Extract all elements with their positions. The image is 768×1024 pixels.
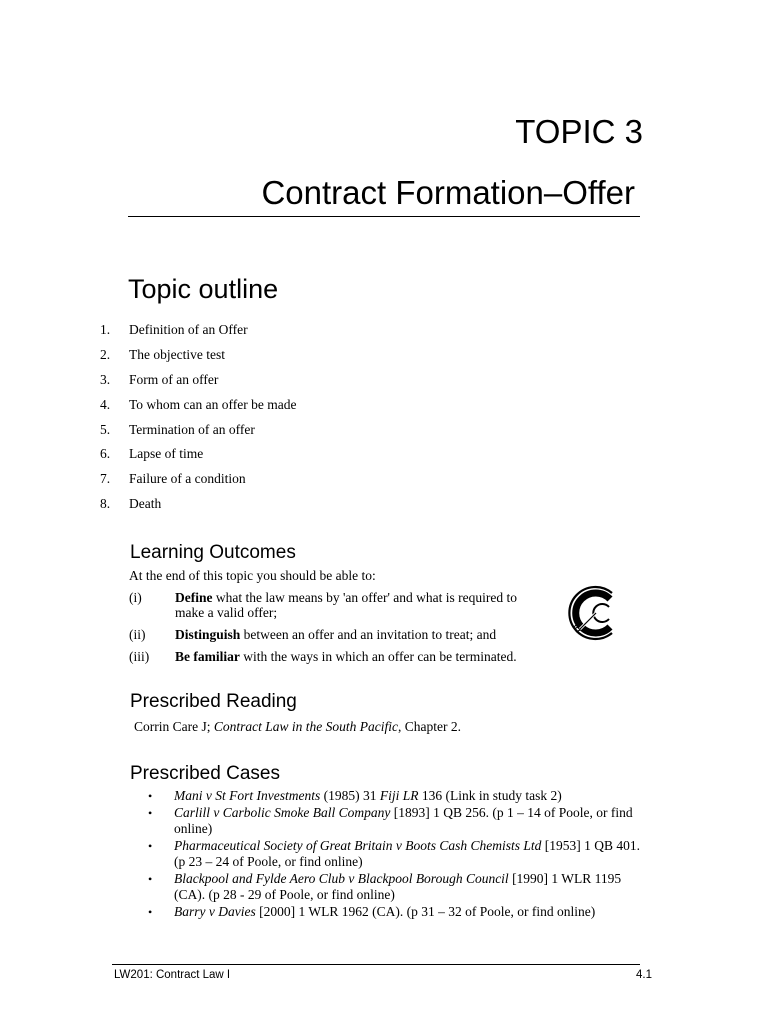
learning-outcome-number: (iii) (129, 649, 150, 664)
outline-item (100, 395, 600, 420)
case-name: Pharmaceutical Society of Great Britain v Boots Cash Chemists Ltd (174, 838, 542, 853)
outline-item-text: Form of an offer (129, 371, 219, 387)
case-item (148, 871, 648, 903)
prescribed-cases-list (148, 788, 648, 921)
prescribed-reading-text (134, 718, 461, 735)
outline-item-text: Lapse of time (129, 446, 204, 462)
title-divider (128, 216, 640, 217)
learning-outcome-text (175, 590, 549, 620)
learning-outcome-text (175, 649, 549, 664)
page-title: Contract Formation–Offer (261, 174, 635, 211)
reading-author: Corrin Care J; (134, 719, 214, 734)
learning-outcomes-heading: Learning Outcomes (130, 542, 296, 563)
learning-outcome-text (175, 627, 549, 642)
learning-outcome-verb: Be familiar (175, 649, 240, 664)
outline-item (100, 420, 600, 445)
target-icon (562, 583, 614, 643)
case-name: Fiji LR (379, 788, 419, 803)
reading-book-title: Contract Law in the South Pacific (213, 719, 398, 734)
case-citation (174, 904, 648, 920)
bullet-icon: • (148, 806, 153, 820)
outline-item-text: To whom can an offer be made (129, 396, 297, 412)
learning-outcome-description: between an offer and an invitation to treat; and (240, 627, 497, 642)
case-citation (174, 788, 648, 804)
outline-item-text: The objective test (129, 346, 225, 362)
outline-item-text: Termination of an offer (129, 421, 255, 437)
footer-page-number: 4.1 (636, 969, 652, 981)
outline-item-text: Death (129, 496, 162, 512)
outline-item-number: 8. (100, 496, 111, 512)
case-reference: 136 (Link in study task 2) (418, 788, 562, 803)
outline-item-number: 5. (100, 421, 111, 437)
outline-item-text: Definition of an Offer (129, 322, 248, 337)
case-reference: [1893] 1 QB 256. (p 1 – 14 of Poole, or find online) (174, 805, 633, 836)
case-name: Barry v Davies (174, 904, 256, 919)
outline-item (100, 345, 600, 370)
learning-outcome-number: (i) (129, 590, 142, 605)
case-reference: [2000] 1 WLR 1962 (CA). (p 31 – 32 of Poole, or find online) (255, 904, 596, 919)
learning-outcome-item (129, 590, 549, 620)
outline-item (100, 494, 600, 519)
case-citation (174, 871, 648, 903)
outline-item (100, 469, 600, 494)
bullet-icon: • (148, 839, 153, 853)
case-citation (174, 805, 648, 837)
case-name: Mani v St Fort Investments (174, 788, 321, 803)
outline-item-number: 1. (100, 322, 111, 337)
reading-chapter: , Chapter 2. (398, 719, 461, 734)
case-item (148, 904, 648, 920)
learning-outcome-item (129, 649, 549, 664)
footer-divider (112, 964, 640, 965)
case-item (148, 805, 648, 837)
learning-outcome-number: (ii) (129, 627, 146, 642)
bullet-icon: • (148, 872, 153, 886)
footer-course: LW201: Contract Law I (114, 969, 231, 981)
outline-item-number: 3. (100, 371, 111, 387)
outline-item-number: 7. (100, 471, 111, 487)
learning-outcome-verb: Define (175, 590, 213, 605)
case-reference: (1985) 31 (320, 788, 380, 803)
outline-item-number: 4. (100, 396, 111, 412)
case-item (148, 838, 648, 870)
outline-heading: Topic outline (128, 274, 279, 304)
outline-item-number: 6. (100, 446, 111, 462)
topic-number: TOPIC 3 (515, 113, 643, 150)
outline-item-text: Failure of a condition (129, 471, 246, 487)
learning-outcome-description: with the ways in which an offer can be terminated. (239, 649, 517, 664)
case-reference: [1990] 1 WLR 1195 (CA). (p 28 - 29 of Poole, or find online) (174, 871, 622, 902)
case-citation (174, 838, 648, 870)
outline-list (100, 320, 600, 519)
bullet-icon: • (148, 789, 153, 803)
outline-item-number: 2. (100, 346, 111, 362)
prescribed-cases-heading: Prescribed Cases (130, 763, 280, 784)
learning-outcome-verb: Distinguish (175, 627, 241, 642)
case-name: Blackpool and Fylde Aero Club v Blackpool Borough Council (174, 871, 509, 886)
case-item (148, 788, 648, 804)
outline-item (100, 320, 600, 345)
prescribed-reading-heading: Prescribed Reading (130, 691, 297, 712)
bullet-icon: • (148, 905, 153, 919)
outline-item (100, 370, 600, 395)
learning-outcomes-intro: At the end of this topic you should be able to: (129, 568, 376, 583)
case-reference: [1953] 1 QB 401. (p 23 – 24 of Poole, or find online) (174, 838, 640, 869)
case-name: Carlill v Carbolic Smoke Ball Company (174, 805, 391, 820)
learning-outcome-item (129, 627, 549, 642)
outline-item (100, 444, 600, 469)
learning-outcome-description: what the law means by 'an offer' and what is required to make a valid offer; (175, 590, 518, 620)
learning-outcomes-list (129, 590, 549, 671)
